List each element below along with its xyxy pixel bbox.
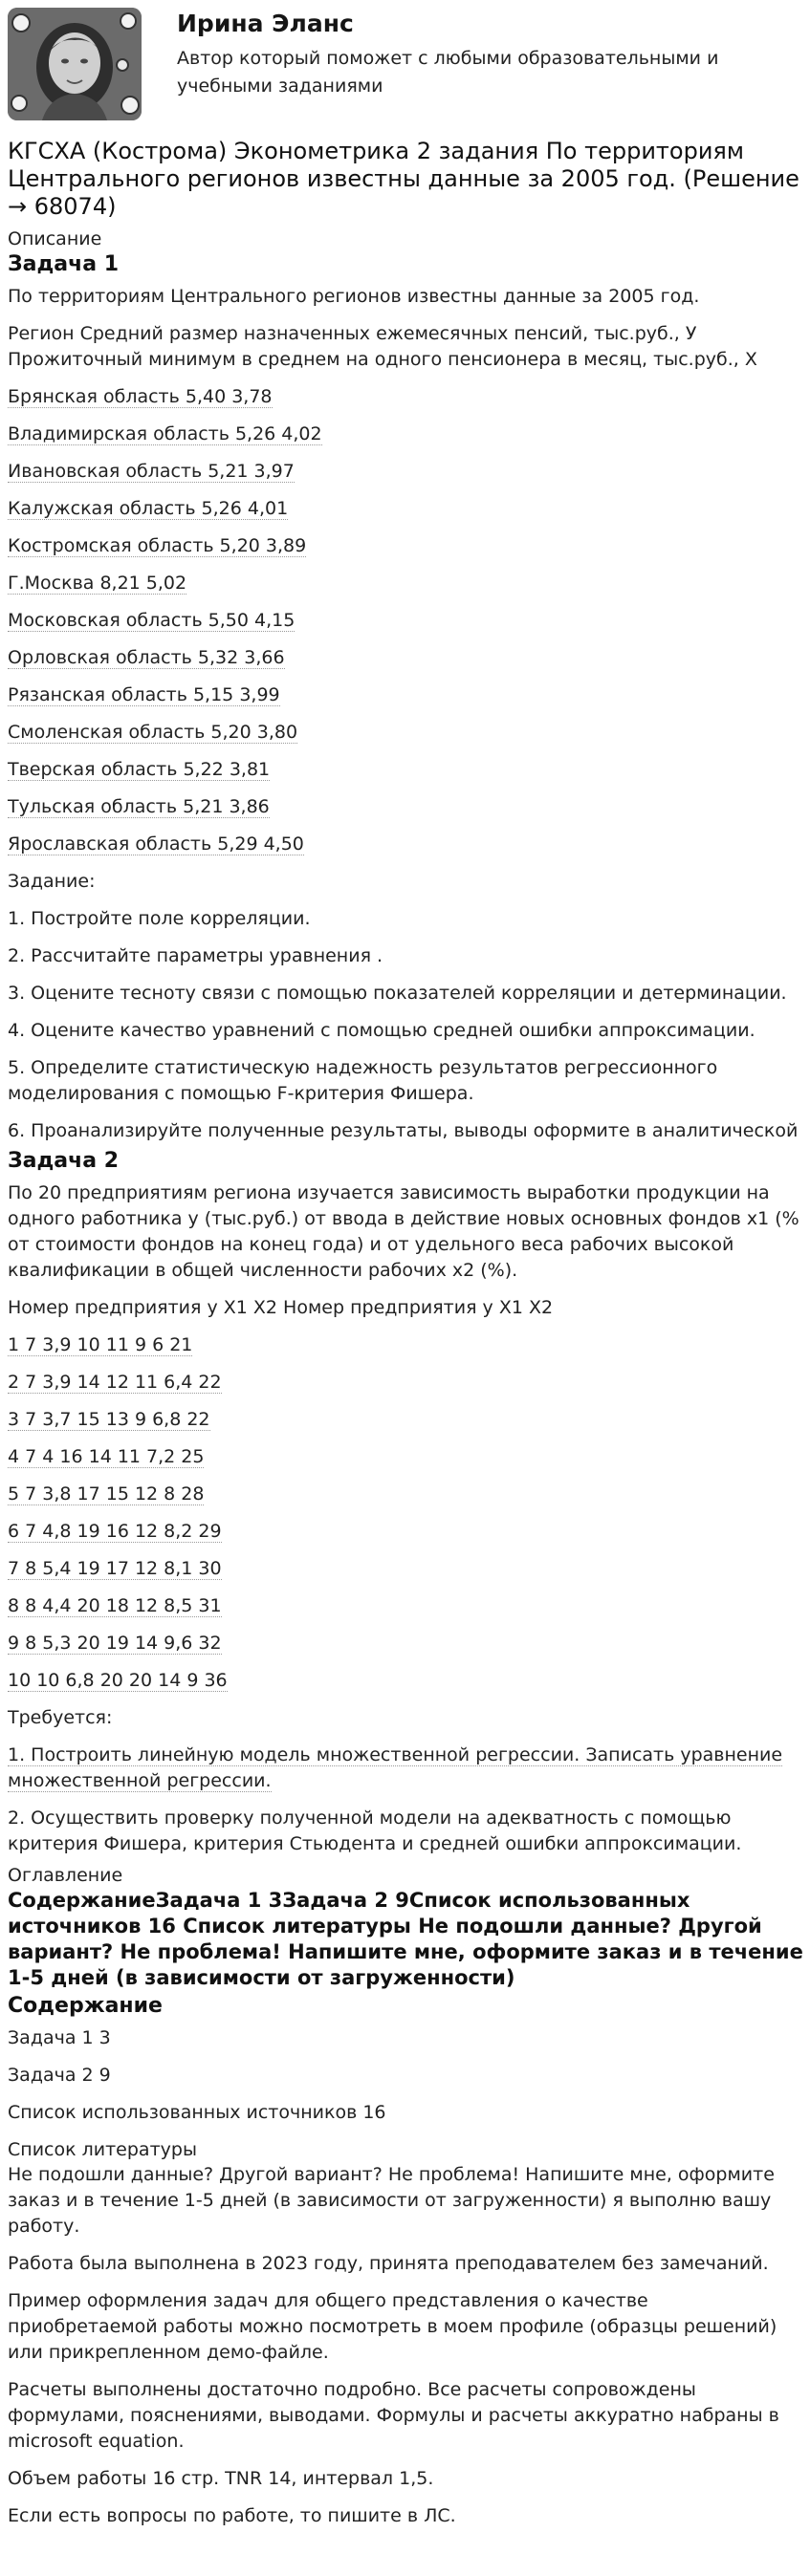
- table-row: Тульская область 5,21 3,86: [8, 796, 270, 817]
- description-label: Описание: [8, 228, 102, 249]
- author-avatar[interactable]: [8, 8, 142, 120]
- list-item: 6. Проанализируйте полученные результаты, выводы оформите в аналитической: [8, 1120, 799, 1141]
- table-row: Рязанская область 5,15 3,99: [8, 684, 280, 705]
- table-row: Смоленская область 5,20 3,80: [8, 722, 298, 743]
- task1-heading: Задача 1: [8, 252, 120, 276]
- literature-text: Не подошли данные? Другой вариант? Не проблема! Напишите мне, оформите заказ и в течение 1-5 дней (в зависимости от загруженности) я выполню вашу работу.: [8, 2164, 775, 2237]
- list-item: 2. Рассчитайте параметры уравнения .: [8, 945, 383, 966]
- footer-paragraph: Работа была выполнена в 2023 году, принята преподавателем без замечаний.: [8, 2253, 769, 2274]
- toc-heading: Содержание: [8, 1994, 163, 2018]
- toc-combined: СодержаниеЗадача 1 3Задача 2 9Список использованных источников 16 Список литературы Не подошли данные? Другой вариант? Не проблема! Напишите мне, оформите заказ и в течение 1-5 дней (в зависимости от загруженности): [8, 1889, 803, 1989]
- list-item: 1. Постройте поле корреляции.: [8, 908, 311, 929]
- author-card[interactable]: [0, 0, 810, 134]
- table-row: 5 7 3,8 17 15 12 8 28: [8, 1483, 205, 1504]
- toc-label: Оглавление: [8, 1865, 123, 1886]
- task2-required-label: Требуется:: [8, 1707, 113, 1728]
- list-item: 3. Оцените тесноту связи с помощью показателей корреляции и детерминации.: [8, 983, 787, 1004]
- author-photo-icon: [8, 8, 142, 120]
- table-row: Костромская область 5,20 3,89: [8, 535, 307, 556]
- table-row: Г.Москва 8,21 5,02: [8, 573, 187, 594]
- main-content: [8, 138, 803, 2541]
- task2-intro: По 20 предприятиям региона изучается зависимость выработки продукции на одного работника у (тыс.руб.) от ввода в действие новых основных фондов х1 (% от стоимости фондов на конец года) и от удельного веса рабочих высокой квалификации в общей численности рабочих х2 (%).: [8, 1182, 799, 1281]
- list-item: 4. Оцените качество уравнений с помощью средней ошибки аппроксимации.: [8, 1020, 755, 1041]
- table-row: Брянская область 5,40 3,78: [8, 386, 273, 407]
- table-row: 1 7 3,9 10 11 9 6 21: [8, 1334, 193, 1355]
- author-description: Автор который поможет с любыми образовательными и учебными заданиями: [177, 48, 719, 97]
- task2-table-header: Номер предприятия у Х1 Х2 Номер предприятия у Х1 Х2: [8, 1297, 554, 1318]
- table-row: Орловская область 5,32 3,66: [8, 647, 285, 668]
- task1-assignment-label: Задание:: [8, 871, 96, 892]
- literature-label: Список литературы: [8, 2139, 197, 2160]
- toc-entry: Список использованных источников 16: [8, 2102, 386, 2123]
- table-row: Ярославская область 5,29 4,50: [8, 833, 304, 855]
- table-row: 4 7 4 16 14 11 7,2 25: [8, 1446, 205, 1467]
- toc-entry: Задача 1 3: [8, 2027, 111, 2048]
- table-row: Ивановская область 5,21 3,97: [8, 461, 295, 482]
- task1-table-header: Регион Средний размер назначенных ежемесячных пенсий, тыс.руб., У Прожиточный минимум в среднем на одного пенсионера в месяц, тыс.руб., Х: [8, 323, 757, 370]
- table-row: 9 8 5,3 20 19 14 9,6 32: [8, 1633, 222, 1654]
- list-item: 2. Осуществить проверку полученной модели на адекватность с помощью критерия Фишера, критерия Стьюдента и средней ошибки аппроксимации.: [8, 1808, 742, 1854]
- list-item: 5. Определите статистическую надежность результатов регрессионного моделирования с помощью F-критерия Фишера.: [8, 1057, 718, 1104]
- table-row: 8 8 4,4 20 18 12 8,5 31: [8, 1595, 222, 1616]
- footer-paragraph: Пример оформления задач для общего представления о качестве приобретаемой работы можно посмотреть в моем профиле (образцы решений) или прикрепленном демо-файле.: [8, 2290, 777, 2363]
- footer-paragraph: Если есть вопросы по работе, то пишите в ЛС.: [8, 2505, 456, 2526]
- table-row: 6 7 4,8 19 16 12 8,2 29: [8, 1521, 222, 1542]
- table-row: 2 7 3,9 14 12 11 6,4 22: [8, 1372, 222, 1393]
- table-row: Московская область 5,50 4,15: [8, 610, 296, 631]
- toc-entry: Задача 2 9: [8, 2065, 111, 2086]
- task1-intro: По территориям Центрального регионов известны данные за 2005 год.: [8, 286, 700, 307]
- list-item: 1. Построить линейную модель множественной регрессии. Записать уравнение множественной регрессии.: [8, 1744, 783, 1791]
- table-row: Тверская область 5,22 3,81: [8, 759, 271, 780]
- footer-paragraph: Расчеты выполнены достаточно подробно. Все расчеты сопровождены формулами, пояснениями, выводами. Формулы и расчеты аккуратно набраны в microsoft equation.: [8, 2379, 779, 2452]
- table-row: 3 7 3,7 15 13 9 6,8 22: [8, 1409, 210, 1430]
- author-name[interactable]: Ирина Эланс: [177, 10, 354, 37]
- table-row: Владимирская область 5,26 4,02: [8, 423, 322, 444]
- table-row: Калужская область 5,26 4,01: [8, 498, 289, 519]
- page-title: КГСХА (Кострома) Эконометрика 2 задания По территориям Центрального регионов известны данные за 2005 год. (Решение → 68074): [8, 138, 799, 220]
- table-row: 7 8 5,4 19 17 12 8,1 30: [8, 1558, 222, 1579]
- footer-paragraph: Объем работы 16 стр. TNR 14, интервал 1,5.: [8, 2468, 434, 2489]
- task2-heading: Задача 2: [8, 1149, 120, 1173]
- table-row: 10 10 6,8 20 20 14 9 36: [8, 1670, 228, 1691]
